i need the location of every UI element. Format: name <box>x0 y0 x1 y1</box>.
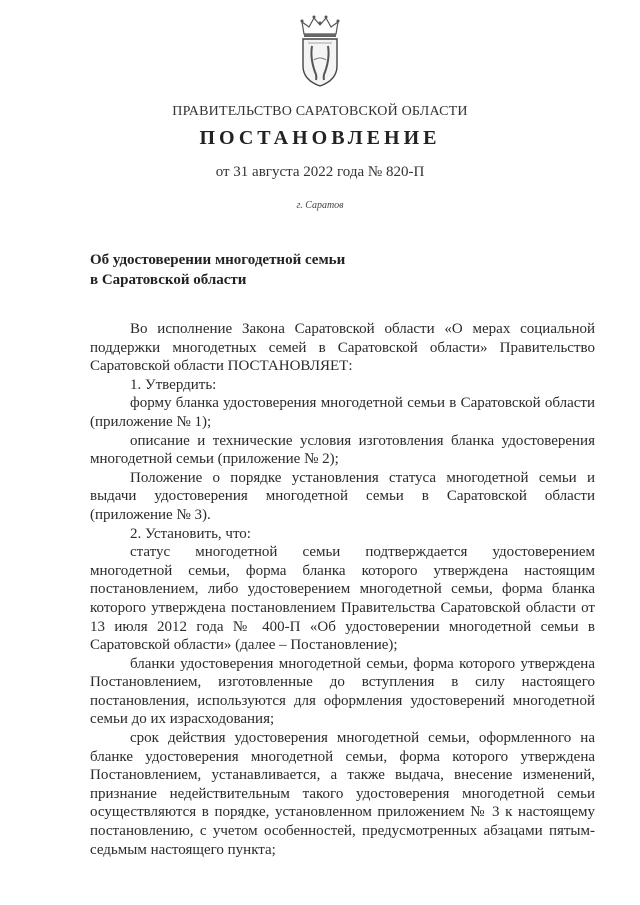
paragraph: форму бланка удостоверения многодетной семьи в Саратовской области (приложение № 1); <box>90 395 595 430</box>
paragraph: бланки удостоверения многодетной семьи, форма которого утверждена Постановлением, изготовленные до вступления в силу настоящего постановления, используются для оформления удостоверений многодетной семьи до их израсходования; <box>90 655 595 728</box>
paragraph: 2. Установить, что: <box>130 525 251 542</box>
document-type: ПОСТАНОВЛЕНИЕ <box>199 127 441 149</box>
paragraph: Положение о порядке установления статуса многодетной семьи и выдачи удостоверения многодетной семьи в Саратовской области (приложение № 3). <box>90 469 595 523</box>
document-date-number: от 31 августа 2022 года № 820-П <box>215 164 425 180</box>
paragraph: 1. Утвердить: <box>130 376 217 393</box>
document-title-line: Об удостоверении многодетной семьи <box>90 252 346 268</box>
saratov-coat-of-arms-icon <box>298 14 342 88</box>
document-body <box>90 320 595 859</box>
paragraph: статус многодетной семьи подтверждается удостоверением многодетной семьи, форма бланка которого утверждена настоящим постановлением, либо удостоверением многодетной семьи, форма бланка которого утверждена постановлением Правительства Саратовской области от 13 июля 2012 года № 400-П «Об удостоверении многодетной семьи в Саратовской области» (далее – Постановление); <box>90 544 595 654</box>
paragraph: срок действия удостоверения многодетной семьи, оформленного на бланке удостоверения многодетной семьи, форма которого утверждена Постановлением, устанавливается, а также выдача, внесение изменений, признание недействительным такого удостоверения многодетной семьи осуществляются в порядке, установленном приложением № 3 к настоящему постановлению, с учетом особенностей, предусмотренных абзацами пятым-седьмым настоящего пункта; <box>90 730 595 858</box>
paragraph: Во исполнение Закона Саратовской области «О мерах социальной поддержки многодетных семей в Саратовской области» Правительство Саратовской области ПОСТАНОВЛЯЕТ: <box>90 321 595 375</box>
document-title-line: в Саратовской области <box>90 272 247 288</box>
document-title <box>90 250 390 290</box>
paragraph: описание и технические условия изготовления бланка удостоверения многодетной семьи (приложение № 2); <box>90 432 595 468</box>
document-city: г. Саратов <box>296 200 344 211</box>
government-name: ПРАВИТЕЛЬСТВО САРАТОВСКОЙ ОБЛАСТИ <box>172 104 468 119</box>
